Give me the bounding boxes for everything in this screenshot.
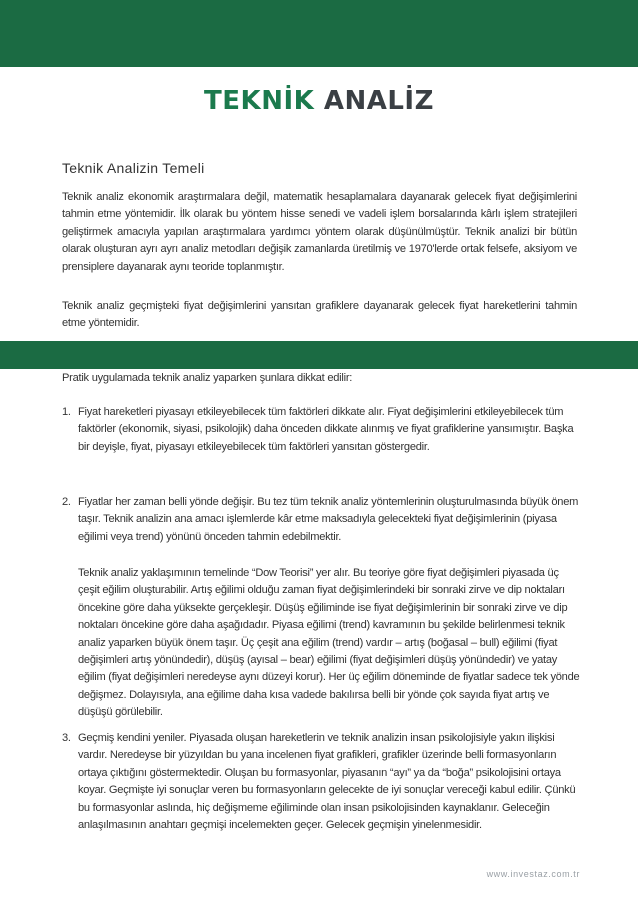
list-text: Fiyat hareketleri piyasayı etkileyebilecek tüm faktörleri dikkate alır. Fiyat değişimlerini etkileyebilecek tüm faktörler (ekonomik, siyasi, psikolojik) daha önceden dikkate alınmış ve fiyat grafiklerine yansımıştır. Başka bir deyişle, fiyat, piyasayı etkileyebilecek tüm faktörleri yansıtan göstergedir. (78, 406, 574, 453)
dow-theory-paragraph: Teknik analiz yaklaşımının temelinde “Dow Teorisi” yer alır. Bu teoriye göre fiyat değişimleri piyasada üç çeşit eğilim oluşturabilir. Artış eğilimi olduğu zaman fiyat değişimlerindeki bir sonraki zirve ve dip noktaları öncekine göre daha yüksekte gerçekleşir. Düşüş eğiliminde ise fiyat değişimlerinin bir sonraki zirve ve dip noktaları öncekine göre daha aşağıdadır. Piyasa eğilimi (trend) kavramının bu şekilde belirlenmesi teknik analiz yaparken büyük önem taşır. Üç çeşit ana eğilim (trend) vardır – artış (boğasal – bull) eğilimi (fiyat değişimleri artış yönündedir), düşüş (ayısal – bear) eğilimi (fiyat değişimleri düşüş yönündedir) ve yatay eğilim (fiyat değişimleri neredeyse aynı düzeyi korur). Her üç eğilim döneminde de fiyatlar sadece tek yönde değişmez. Dolayısıyla, ana eğilime daha kısa vadede bakılırsa belli bir yönde çok sayıda fiyat artış ve düşüşü görülebilir. (78, 567, 580, 719)
list-item (62, 730, 582, 834)
section-divider-band (0, 341, 638, 369)
list-intro: Pratik uygulamada teknik analiz yaparken şunlara dikkat edilir: (62, 372, 353, 384)
title-part2: ANALİZ (323, 86, 434, 116)
page-title (0, 86, 638, 116)
list-item (62, 494, 582, 546)
list-text: Geçmiş kendini yeniler. Piyasada oluşan hareketlerin ve teknik analizin insan psikolojisiyle yakın ilişkisi vardır. Neredeyse bir yüzyıldan bu yana incelenen fiyat grafikleri, grafikler üzerinde belli formasyonların ortaya çıktığını göstermektedir. Oluşan bu formasyonlar, piyasanın “ayı” ya da “boğa” psikolojisini ortaya koyar. Geçmişte iyi sonuçlar veren bu formasyonların gelecekte de iyi sonuçlar vereceği kabul edilir. Çünkü bu formasyonlar aslında, hiç değişmeme eğiliminde olan insan psikolojisinden kaynaklanır. Geleceğin anlaşılmasının anahtarı geçmişi incelemekten geçer. Gelecek geçmişin yinelenmesidir. (78, 732, 576, 832)
paragraph-2: Teknik analiz geçmişteki fiyat değişimlerini yansıtan grafiklere dayanarak gelecek fiyat hareketlerini tahmin etme yöntemidir. (62, 300, 577, 330)
header-band (0, 0, 638, 67)
list-text: Fiyatlar her zaman belli yönde değişir. Bu tez tüm teknik analiz yöntemlerinin oluşturulmasında büyük önem taşır. Teknik analizin ana amacı işlemlerde kâr etme maksadıyla gelecekteki fiyat değişimlerinin (piyasa eğilimi veya trend) yönünü önceden tahmin edebilmektir. (78, 496, 579, 543)
list-number: 2. (62, 496, 71, 508)
title-part1: TEKNİK (204, 86, 315, 116)
list-item (62, 404, 582, 456)
section-heading: Teknik Analizin Temeli (62, 160, 205, 176)
list-number: 1. (62, 406, 71, 418)
list-number: 3. (62, 732, 71, 744)
paragraph-1: Teknik analiz ekonomik araştırmalara değil, matematik hesaplamalara dayanarak gelecek fiyat değişimlerini tahmin etme yöntemidir. İlk olarak bu yöntem hisse senedi ve vadeli işlem borsalarında kârlı işlem stratejileri geliştirmek amacıyla yapılan araştırmalara yardımcı yöntem olarak düşünülmüştür. Teknik analizi bir bütün olarak oluşturan ayrı ayrı analiz metodları değişik zamanlarda üretilmiş ve 1970'lerde ortak felsefe, aksiyom ve prensiplere dayanarak aynı teoride toplanmıştır. (62, 191, 577, 273)
footer-url[interactable]: www.investaz.com.tr (486, 869, 580, 879)
